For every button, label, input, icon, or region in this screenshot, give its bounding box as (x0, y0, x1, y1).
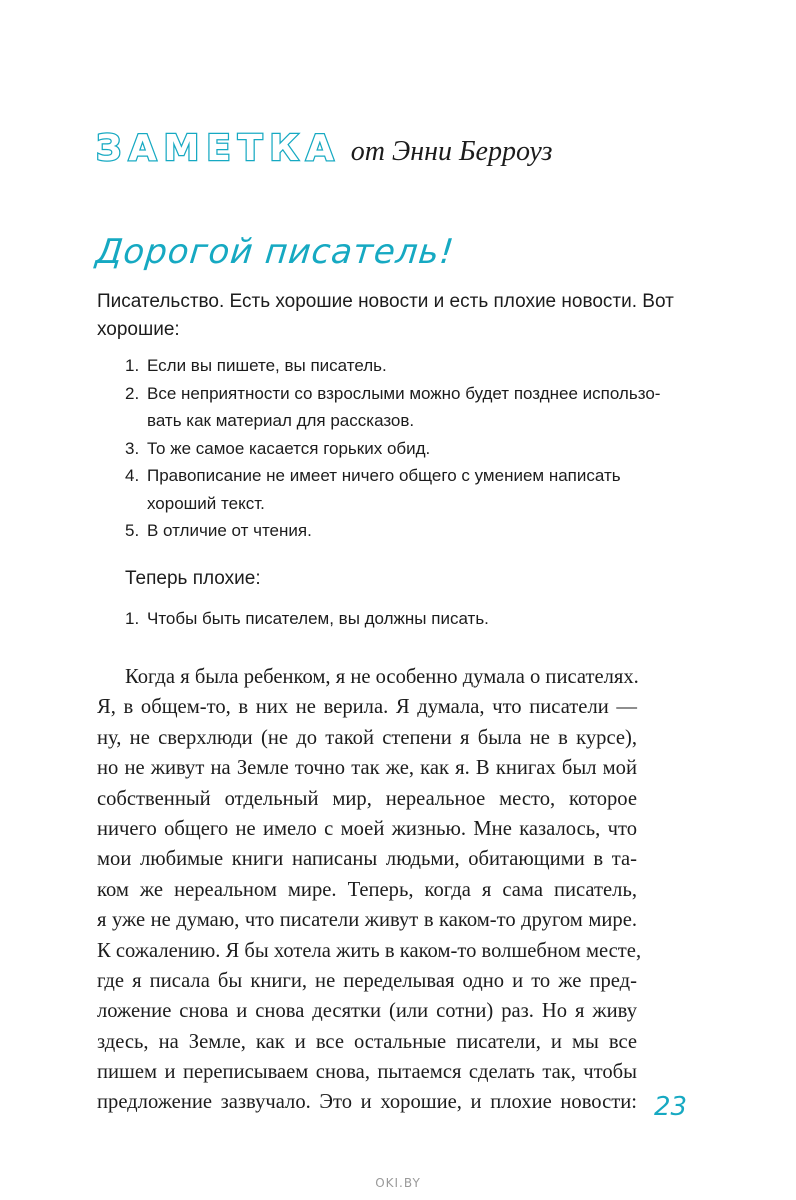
good-news-list (125, 352, 685, 545)
bad-news-intro: Теперь плохие: (125, 568, 261, 589)
list-item (125, 352, 685, 380)
author-byline: от Энни Берроуз (350, 136, 553, 167)
list-item (125, 462, 685, 517)
list-item-line: То же самое касается горьких обид. (147, 438, 431, 458)
note-title: ЗАМЕТКА (96, 128, 341, 169)
list-item (125, 435, 685, 463)
list-item-text (147, 435, 430, 463)
body-line: ничего общего не имело с моей жизнью. Мне казалось, что (97, 817, 637, 840)
body-line: я уже не думаю, что писатели живут в каком-то другом мире. (97, 909, 637, 932)
list-item-number: 2. (125, 383, 140, 403)
list-item-line: вать как материал для рассказов. (147, 411, 415, 430)
list-item-text (147, 352, 387, 380)
list-item-text (147, 605, 489, 633)
list-item-number: 1. (125, 609, 140, 628)
list-item-line: Если вы пишете, вы писатель. (147, 356, 387, 375)
list-item-number: 3. (125, 438, 140, 458)
list-item-text (147, 517, 312, 545)
body-line: ком же нереальном мире. Теперь, когда я сама писатель, (97, 878, 637, 901)
list-item-number: 4. (125, 466, 140, 485)
list-item-number: 5. (125, 521, 140, 540)
list-item-line: хороший текст. (147, 493, 265, 513)
body-line: собственный отдельный мир, нереальное место, которое (97, 787, 637, 810)
body-line: Я, в общем-то, в них не верила. Я думала, что писатели — (97, 696, 637, 719)
list-item-number: 1. (125, 356, 140, 375)
body-line: К сожалению. Я бы хотела жить в каком-то волшебном месте, (97, 939, 642, 962)
body-line: ложение снова и снова десятки (или сотни) раз. Но я живу (97, 1000, 637, 1023)
list-item (125, 605, 685, 633)
page-number: 23 (654, 1092, 688, 1122)
body-line: ну, не сверхлюди (не до такой степени я была не в курсе), (97, 726, 637, 749)
list-item-text (147, 462, 621, 517)
list-item-line: Чтобы быть писателем, вы должны писать. (147, 609, 489, 628)
intro-paragraph: Писательство. Есть хорошие новости и есть плохие новости. Вот хорошие: (97, 291, 674, 340)
list-item-line: Правописание не имеет ничего общего с умением написать (147, 466, 621, 485)
body-line: где я писала бы книги, не переделывая одно и то же пред- (97, 969, 637, 992)
note-heading (96, 128, 552, 169)
body-line: мои любимые книги написаны людьми, обитающими в та- (97, 848, 637, 871)
bad-news-list (125, 605, 685, 633)
list-item (125, 517, 685, 545)
list-item-line: Все неприятности со взрослыми можно будет позднее использо- (147, 383, 661, 403)
body-paragraph (97, 662, 642, 1118)
body-line: Когда я была ребенком, я не особенно думала о писателях. (125, 666, 639, 688)
body-line: но не живут на Земле точно так же, как я. В книгах был мой (97, 757, 637, 780)
watermark: OKI.BY (375, 1176, 421, 1190)
body-line: здесь, на Земле, как и все остальные писатели, и мы все (97, 1030, 637, 1053)
list-item-text (147, 380, 660, 435)
list-item-line: В отличие от чтения. (147, 521, 312, 540)
greeting: Дорогой писатель! (93, 232, 457, 272)
body-line: предложение зазвучало. Это и хорошие, и плохие новости: (97, 1091, 637, 1114)
body-line: пишем и переписываем снова, пытаемся сделать так, чтобы (97, 1061, 637, 1084)
list-item (125, 380, 685, 435)
